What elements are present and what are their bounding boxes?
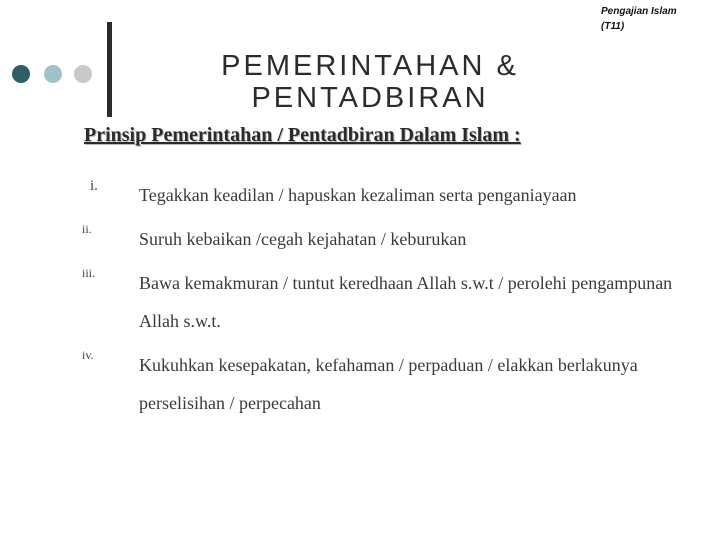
- list-item-text: Kukuhkan kesepakatan, kefahaman / perpaduan / elakkan berlakunya perselisihan / perpecahan: [139, 355, 638, 413]
- slide-subtitle: Prinsip Pemerintahan / Pentadbiran Dalam Islam :: [84, 124, 521, 146]
- principles-list: [82, 176, 682, 428]
- list-item: [82, 346, 682, 422]
- list-item-text: Suruh kebaikan /cegah kejahatan / keburukan: [139, 229, 467, 249]
- corner-label-line1: Pengajian Islam: [601, 6, 677, 17]
- vertical-divider: [107, 22, 112, 117]
- slide-title: [120, 50, 620, 114]
- list-item-number: iii.: [82, 266, 96, 280]
- corner-label-line2: (T11): [601, 21, 625, 32]
- slide-title-line1: PEMERINTAHAN &: [221, 50, 519, 82]
- list-item-number: i.: [90, 178, 98, 194]
- list-item: [82, 176, 682, 214]
- dot-dark: [12, 65, 30, 83]
- dot-light-teal: [44, 65, 62, 83]
- list-item-number: ii.: [82, 222, 92, 236]
- slide-title-line2: PENTADBIRAN: [251, 82, 489, 114]
- list-item-number: iv.: [82, 348, 94, 362]
- list-item-text: Tegakkan keadilan / hapuskan kezaliman serta penganiayaan: [139, 185, 577, 205]
- list-item-text: Bawa kemakmuran / tuntut keredhaan Allah s.w.t / perolehi pengampunan Allah s.w.t.: [139, 273, 673, 331]
- dot-grey: [74, 65, 92, 83]
- corner-label: [601, 4, 721, 34]
- list-item: [82, 220, 682, 258]
- list-item: [82, 264, 682, 340]
